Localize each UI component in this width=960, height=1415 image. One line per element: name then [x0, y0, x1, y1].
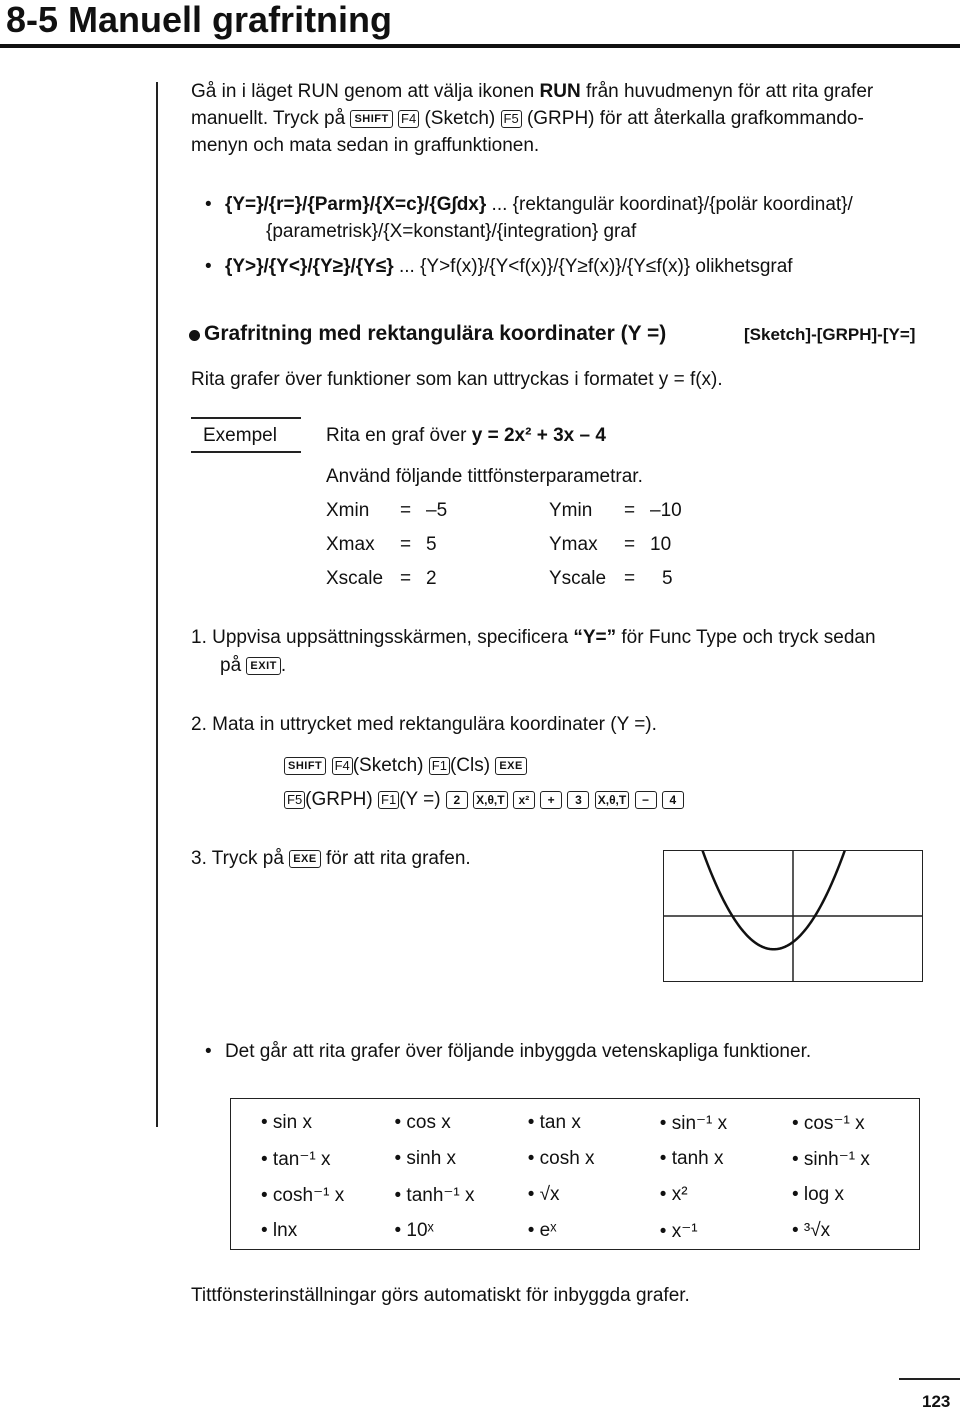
example-label: Exempel [203, 425, 277, 446]
bullet-inequality-types: • {Y>}/{Y<}/{Y≥}/{Y≤} ... {Y>f(x)}/{Y<f(x)}/{Y≥f(x)}/{Y≤f(x)} olikhetsgraf [205, 253, 793, 280]
key-xthetat: X,θ,T [595, 791, 630, 809]
function-item: • tanh x [659, 1148, 724, 1169]
function-item: • sin x [261, 1112, 312, 1133]
function-item: • x² [659, 1184, 688, 1205]
function-item: • cos⁻¹ x [791, 1112, 865, 1134]
builtin-intro: • Det går att rita grafer över följande inbyggda vetenskapliga funktioner. [205, 1038, 811, 1065]
section-description: Rita grafer över funktioner som kan uttryckas i formatet y = f(x). [191, 369, 723, 390]
keystroke-line-1: SHIFT F4 (Sketch) F1 (Cls) EXE [284, 752, 527, 779]
function-item: • eˣ [527, 1220, 557, 1241]
key-plus: + [540, 791, 562, 809]
key-4: 4 [662, 791, 684, 809]
builtin-footer: Tittfönsterinställningar görs automatiskt för inbyggda grafer. [191, 1285, 690, 1306]
exe-key: EXE [495, 757, 527, 775]
function-item: • sinh⁻¹ x [791, 1148, 870, 1170]
section-bullet [189, 330, 200, 341]
intro-line-1: Gå in i läget RUN genom att välja ikonen RUN från huvudmenyn för att rita grafer [191, 81, 874, 102]
function-item: • x⁻¹ [659, 1220, 698, 1242]
function-item: • tanh⁻¹ x [394, 1184, 475, 1206]
step-1-line-2: på EXIT . [220, 655, 287, 676]
function-item: • lnx [261, 1220, 298, 1241]
section-path: [Sketch]-[GRPH]-[Y=] [744, 325, 916, 344]
function-item: • sinh x [394, 1148, 457, 1169]
header-rule [0, 44, 960, 48]
function-row [255, 1141, 919, 1177]
f4-key: F4 [332, 757, 353, 775]
f5-key: F5 [284, 791, 305, 809]
shift-key: SHIFT [350, 110, 392, 128]
f4-key: F4 [398, 110, 419, 128]
function-grid [255, 1105, 919, 1249]
bullet-graph-types-line2: {parametrisk}/{X=konstant}/{integration} graf [266, 221, 637, 242]
key-2: 2 [446, 791, 468, 809]
shift-key: SHIFT [284, 757, 326, 775]
exe-key: EXE [289, 850, 321, 868]
section-title: Grafritning med rektangulära koordinater (Y =) [204, 322, 667, 345]
page-number: 123 [922, 1392, 951, 1411]
page-number-rule [899, 1378, 960, 1380]
function-item: • cosh x [527, 1148, 595, 1169]
bullet-graph-types: • {Y=}/{r=}/{Parm}/{X=c}/{G∫dx} ... {rektangulär koordinat}/{polär koordinat}/ [205, 191, 853, 218]
key-xthetat: X,θ,T [473, 791, 508, 809]
function-item: • log x [791, 1184, 845, 1205]
function-item: • ³√x [791, 1220, 831, 1241]
function-row [255, 1177, 919, 1213]
function-item: • tan x [527, 1112, 581, 1133]
f1-key: F1 [378, 791, 399, 809]
graph-screen [663, 850, 923, 982]
exit-key: EXIT [246, 657, 280, 675]
f1-key: F1 [429, 757, 450, 775]
example-title: Rita en graf över y = 2x² + 3x – 4 [326, 425, 606, 446]
function-row [255, 1105, 919, 1141]
step-3: 3. Tryck på EXE för att rita grafen. [191, 848, 471, 869]
function-item: • cosh⁻¹ x [261, 1184, 345, 1206]
graph-plot [664, 851, 922, 981]
intro-line-2: manuellt. Tryck på SHIFT F4 (Sketch) F5 (GRPH) för att återkalla grafkommando- [191, 108, 864, 129]
key-3: 3 [567, 791, 589, 809]
intro-line-3: menyn och mata sedan in graffunktionen. [191, 135, 540, 156]
f5-key: F5 [501, 110, 522, 128]
function-table [230, 1098, 920, 1250]
margin-rule [156, 82, 158, 1127]
function-item: • tan⁻¹ x [261, 1148, 331, 1170]
step-1-line-1: 1. Uppvisa uppsättningsskärmen, specificera “Y=” för Func Type och tryck sedan [191, 627, 876, 648]
example-rule-bottom [191, 451, 301, 453]
key-minus: − [635, 791, 657, 809]
key-x-squared: x² [513, 791, 535, 809]
example-rule [191, 417, 301, 419]
page-title: 8-5 Manuell grafritning [6, 0, 393, 40]
function-row [255, 1213, 919, 1249]
function-item: • √x [527, 1184, 560, 1205]
function-item: • 10ˣ [394, 1220, 434, 1241]
step-2: 2. Mata in uttrycket med rektangulära koordinater (Y =). [191, 714, 657, 735]
function-item: • sin⁻¹ x [659, 1112, 728, 1134]
keystroke-line-2: F5 (GRPH) F1 (Y =) 2 X,θ,T x² + 3 X,θ,T − 4 [284, 786, 684, 813]
example-instruction: Använd följande tittfönsterparametrar. [326, 466, 643, 487]
function-item: • cos x [394, 1112, 451, 1133]
